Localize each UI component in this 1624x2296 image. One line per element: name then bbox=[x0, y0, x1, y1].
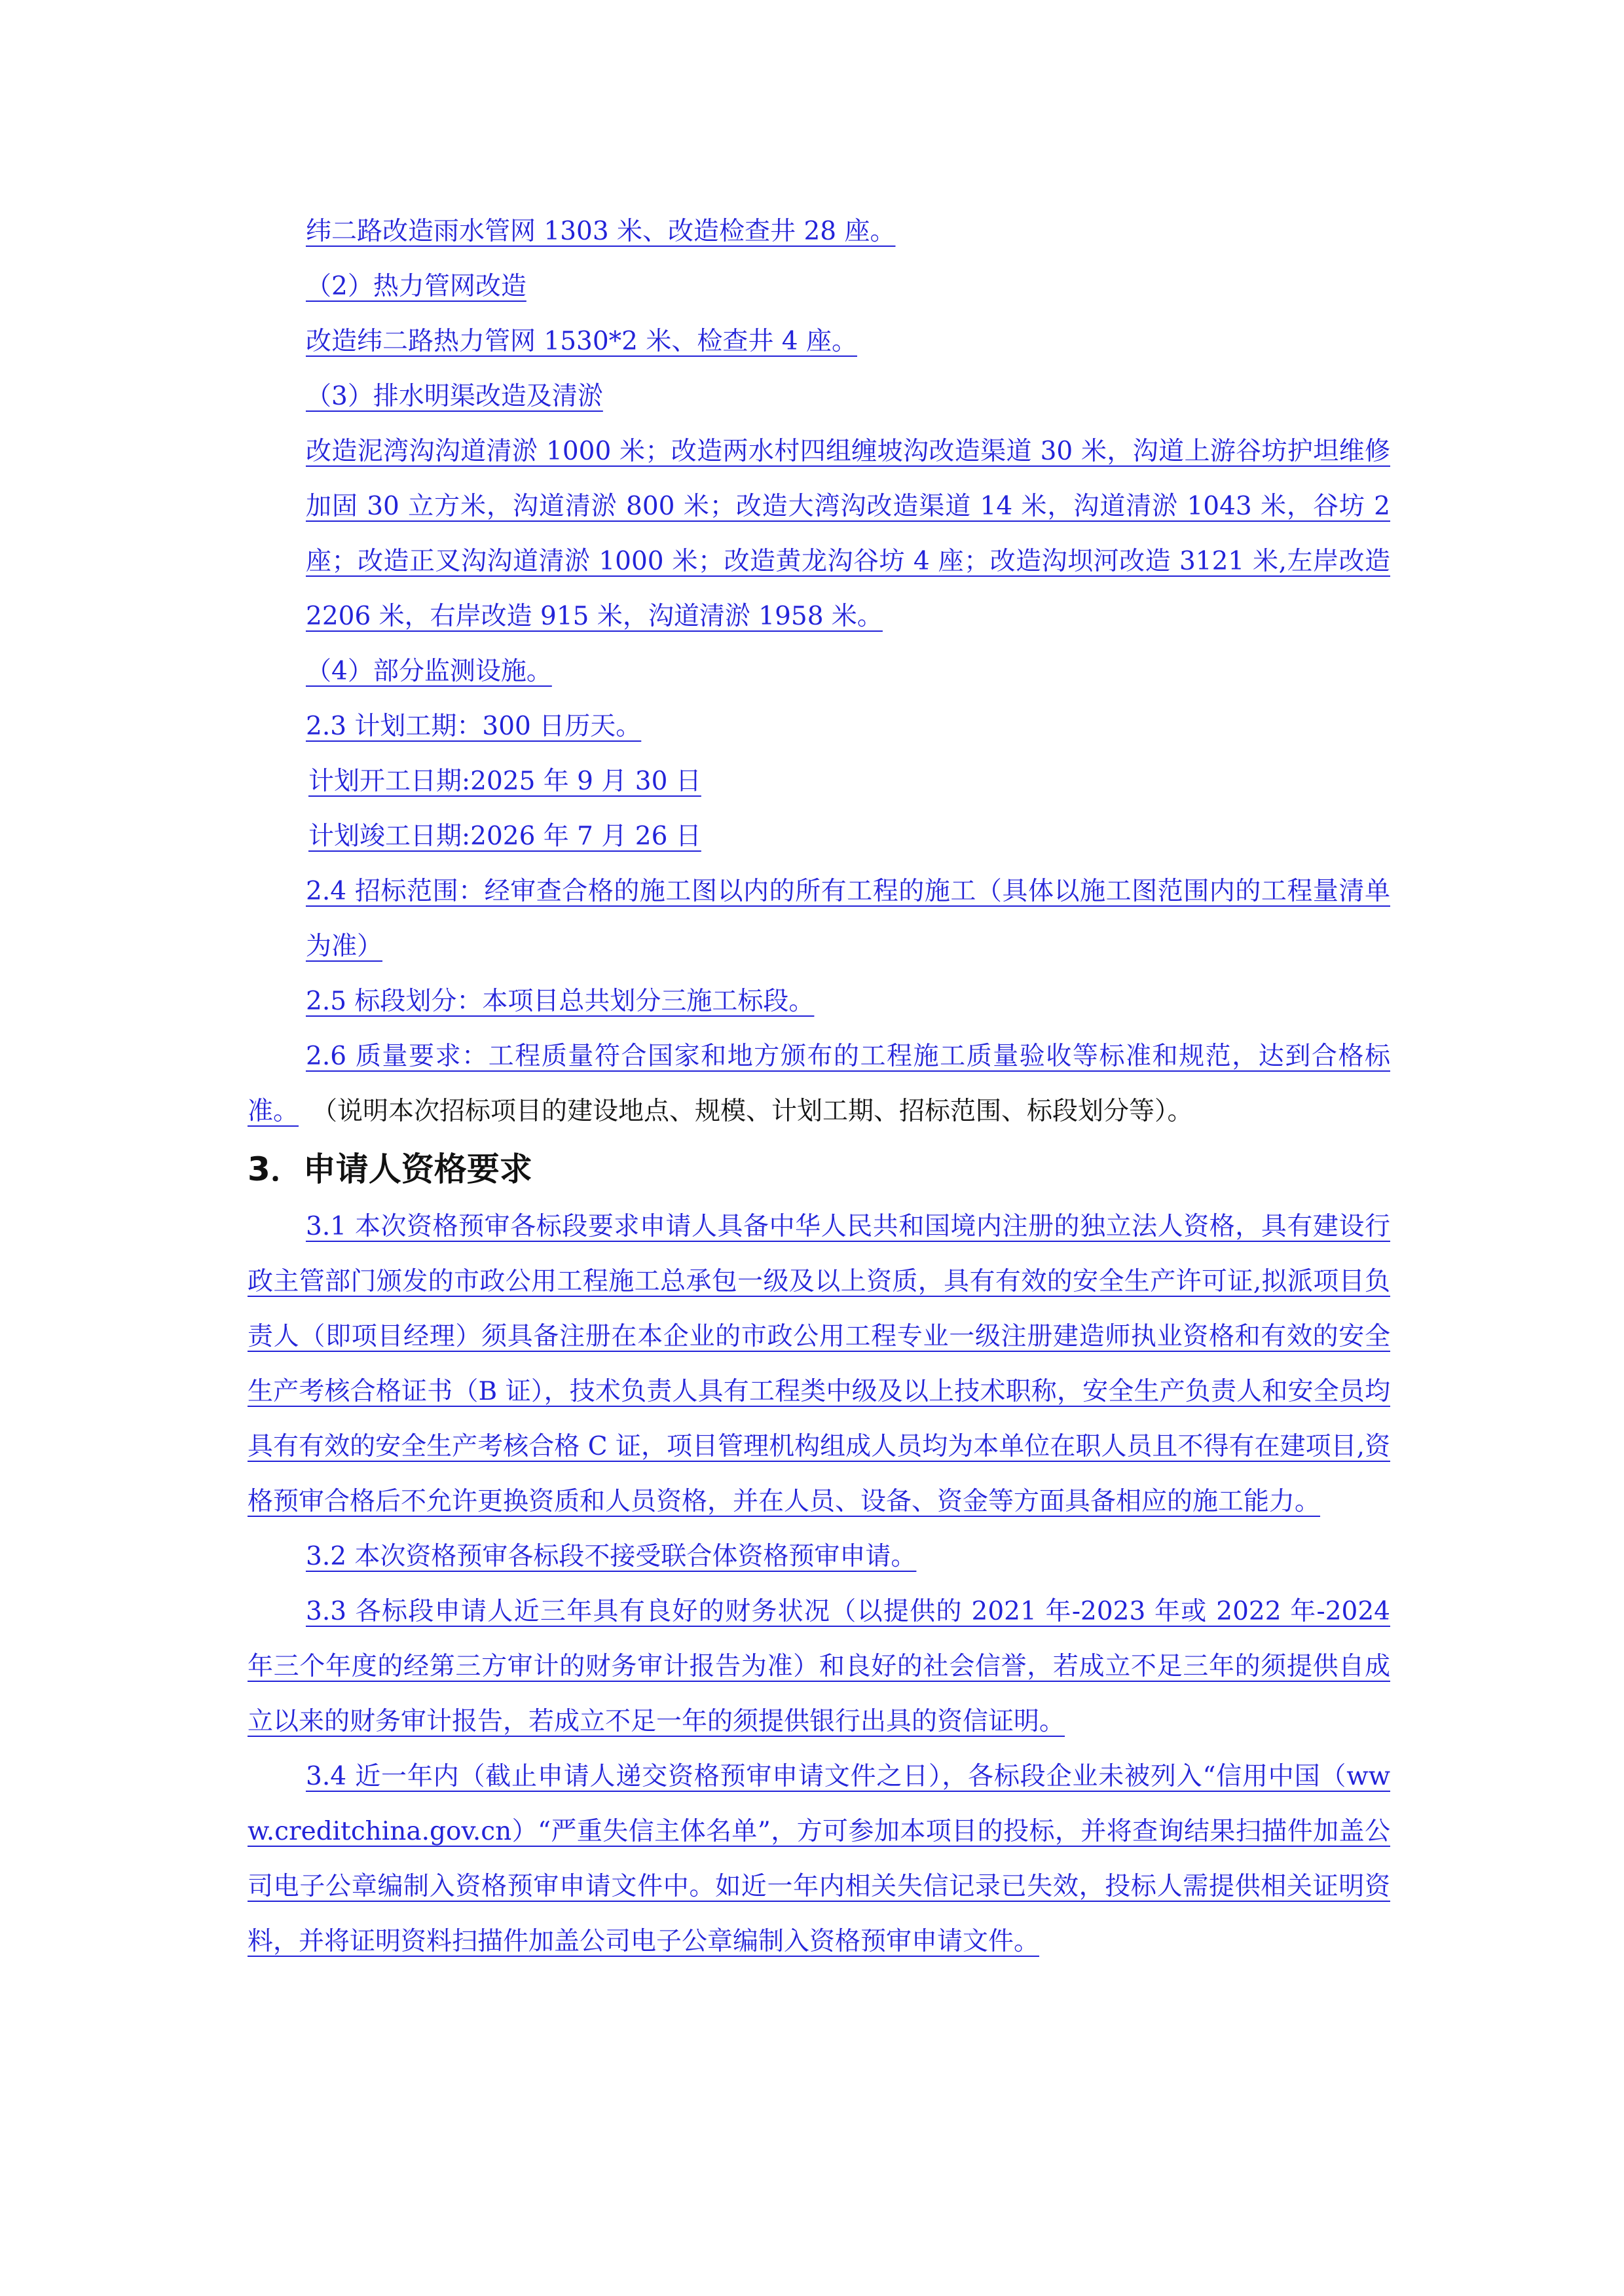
text-drain-detail: 改造泥湾沟沟道清淤 1000 米；改造两水村四组缠坡沟改造渠道 30 米，沟道上游谷坊护坦维修加固 30 立方米，沟道清淤 800 米；改造大湾沟改造渠道 14 米，沟道清淤 1043 米，谷坊 2 座；改造正叉沟沟道清淤 1000 米；改造黄龙沟谷坊 4 座；改造沟坝河改造 3121 米,左岸改造 2206 米，右岸改造 915 米，沟道清淤 1958 米。 bbox=[306, 437, 1390, 631]
text-3-1: 3.1 本次资格预审各标段要求申请人具备中华人民共和国境内注册的独立法人资格，具有建设行政主管部门颁发的市政公用工程施工总承包一级及以上资质，具有有效的安全生产许可证,拟派项目负责人（即项目经理）须具备注册在本企业的市政公用工程专业一级注册建造师执业资格和有效的安全生产考核合格证书（B 证），技术负责人具有工程类中级及以上技术职称，安全生产负责人和安全员均具有有效的安全生产考核合格 C 证，项目管理机构组成人员均为本单位在职人员且不得有在建项目,资格预审合格后不允许更换资质和人员资格，并在人员、设备、资金等方面具备相应的施工能力。 bbox=[248, 1212, 1390, 1516]
paragraph-monitoring bbox=[248, 644, 1390, 699]
paragraph-3-2 bbox=[248, 1529, 1390, 1584]
text-3-3: 3.3 各标段申请人近三年具有良好的财务状况（以提供的 2021 年-2023 年或 2022 年-2024 年三个年度的经第三方审计的财务审计报告为准）和良好的社会信誉，若成立不足三年的须提供自成立以来的财务审计报告，若成立不足一年的须提供银行出具的资信证明。 bbox=[248, 1597, 1390, 1736]
text-heat-pipe: 改造纬二路热力管网 1530*2 米、检查井 4 座。 bbox=[306, 327, 857, 356]
paragraph-start-date bbox=[248, 754, 1390, 809]
paragraph-3-1 bbox=[248, 1199, 1390, 1529]
paragraph-end-date bbox=[248, 809, 1390, 864]
paragraph-rain-pipe bbox=[248, 204, 1390, 259]
text-monitoring: （4）部分监测设施。 bbox=[306, 657, 552, 686]
text-end-date: 计划竣工日期:2026 年 7 月 26 日 bbox=[308, 822, 701, 851]
text-column bbox=[248, 204, 1390, 1969]
text-3-2: 3.2 本次资格预审各标段不接受联合体资格预审申请。 bbox=[306, 1542, 917, 1571]
paragraph-quality bbox=[248, 1029, 1390, 1139]
text-duration: 2.3 计划工期：300 日历天。 bbox=[306, 712, 642, 741]
text-3-4: 3.4 近一年内（截止申请人递交资格预审申请文件之日），各标段企业未被列入“信用中国（www.creditchina.gov.cn）“严重失信主体名单”，方可参加本项目的投标，并将查询结果扫描件加盖公司电子公章编制入资格预审申请文件中。如近一年内相关失信记录已失效，投标人需提供相关证明资料，并将证明资料扫描件加盖公司电子公章编制入资格预审申请文件。 bbox=[248, 1762, 1390, 1956]
paragraph-heat-pipe bbox=[248, 314, 1390, 369]
text-start-date: 计划开工日期:2025 年 9 月 30 日 bbox=[308, 767, 701, 796]
text-sections: 2.5 标段划分：本项目总共划分三施工标段。 bbox=[306, 987, 815, 1016]
paragraph-drain-detail bbox=[248, 424, 1390, 644]
paragraph-3-4 bbox=[248, 1749, 1390, 1969]
paragraph-scope bbox=[248, 864, 1390, 974]
text-quality-note: （说明本次招标项目的建设地点、规模、计划工期、招标范围、标段划分等）。 bbox=[312, 1097, 1193, 1126]
text-drain-heading: （3）排水明渠改造及清淤 bbox=[306, 382, 603, 411]
paragraph-3-3 bbox=[248, 1584, 1390, 1749]
text-rain-pipe: 纬二路改造雨水管网 1303 米、改造检查井 28 座。 bbox=[306, 217, 896, 246]
text-quality: 2.6 质量要求：工程质量符合国家和地方颁布的工程施工质量验收等标准和规范，达到合格标准。 bbox=[248, 1042, 1390, 1126]
section-heading-qualifications: 3．申请人资格要求 bbox=[248, 1150, 532, 1188]
paragraph-sections bbox=[248, 974, 1390, 1029]
paragraph-heat-heading bbox=[248, 259, 1390, 314]
paragraph-duration bbox=[248, 699, 1390, 754]
paragraph-drain-heading bbox=[248, 369, 1390, 424]
text-heat-heading: （2）热力管网改造 bbox=[306, 272, 526, 301]
text-scope: 2.4 招标范围：经审查合格的施工图以内的所有工程的施工（具体以施工图范围内的工程量清单为准） bbox=[306, 877, 1390, 961]
